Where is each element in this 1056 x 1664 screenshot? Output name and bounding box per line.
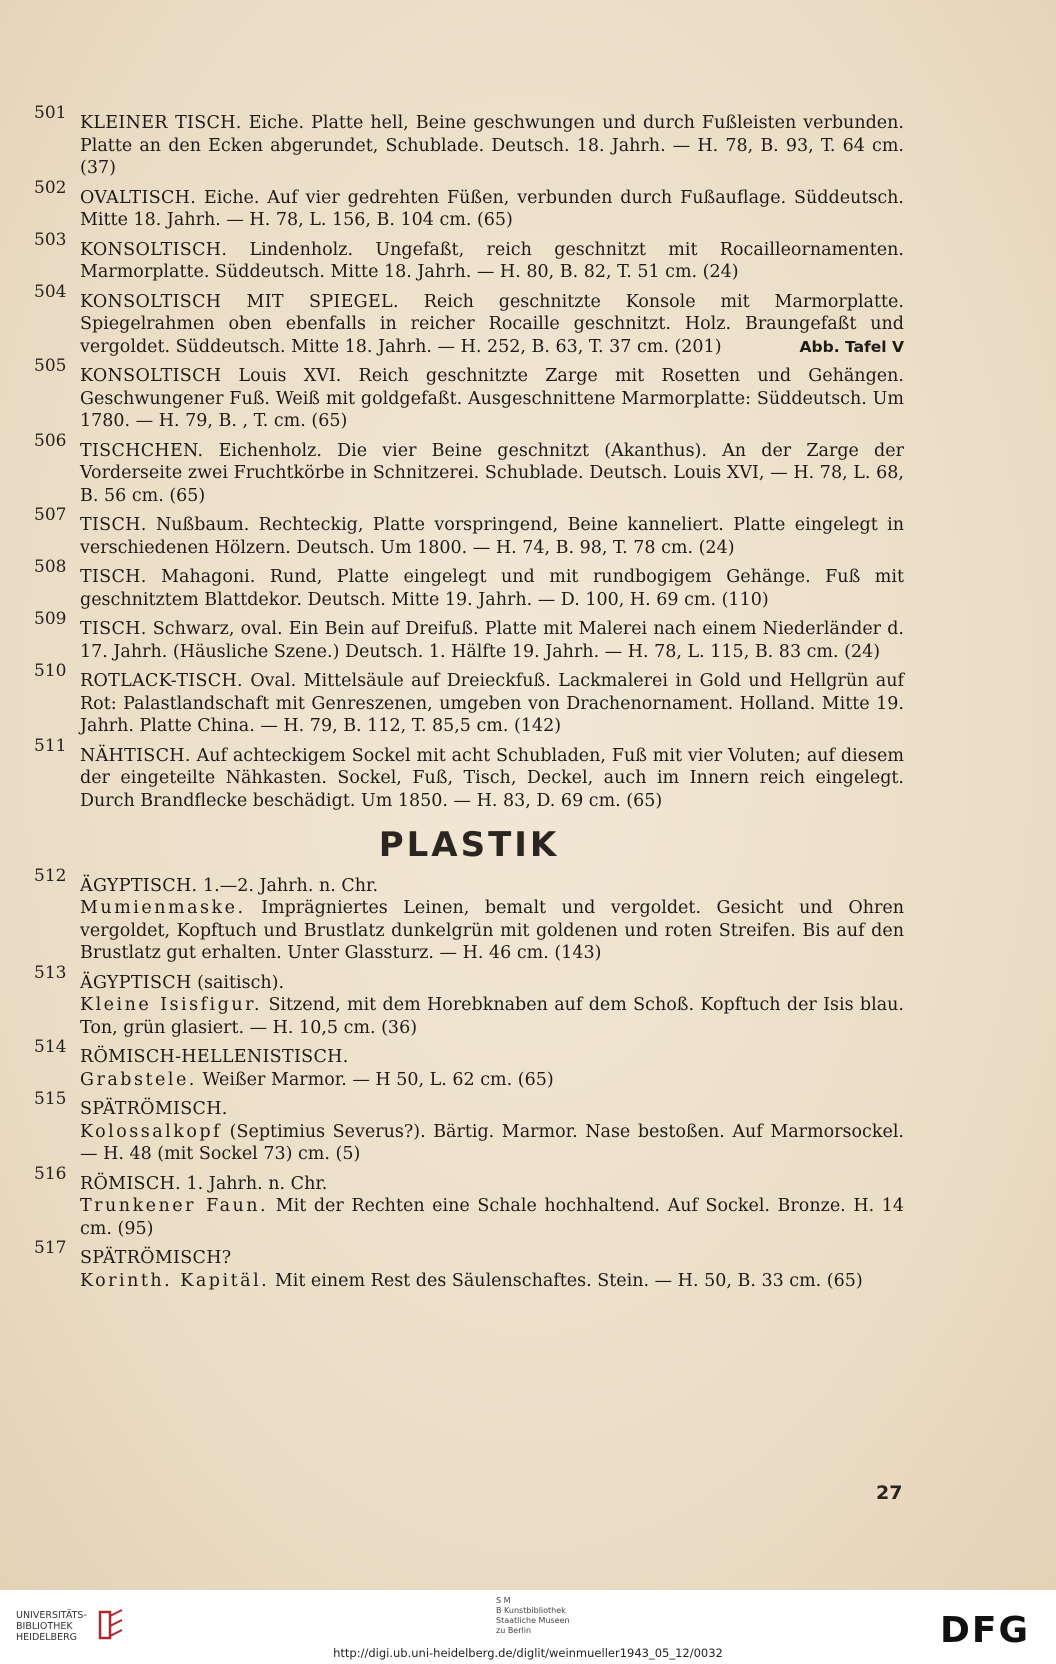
- lot-date: 1. Jahrh. n. Chr.: [186, 1173, 328, 1194]
- lot-text: Mit der Rechten eine Schale hochhaltend. Auf Sockel. Bronze. H. 14 cm. (95): [80, 1196, 904, 1239]
- plate-reference: Abb. Tafel V: [799, 337, 904, 356]
- lot-number: 511: [34, 735, 67, 756]
- dfg-logo[interactable]: DFG: [940, 1610, 1031, 1651]
- lot-text: (Septimius Severus?). Bärtig. Marmor. Nase bestoßen. Auf Marmorsockel. — H. 48 (mit Sockel 73) cm. (5): [80, 1121, 904, 1164]
- entry-508: [34, 557, 904, 611]
- entry-503: [34, 229, 904, 284]
- entry-512: [34, 865, 904, 965]
- lot-number: 505: [34, 356, 67, 376]
- lot-text: Mit einem Rest des Säulenschaftes. Stein. — H. 50, B. 33 cm. (65): [274, 1270, 863, 1291]
- lot-heading: SPÄTRÖMISCH.: [80, 1099, 228, 1119]
- entry-505: [34, 356, 904, 433]
- object-title: Trunkener Faun.: [80, 1196, 269, 1216]
- lot-heading: KONSOLTISCH: [80, 366, 222, 386]
- lot-number: 513: [34, 962, 67, 983]
- object-title: Kleine Isisfigur.: [80, 995, 263, 1015]
- viewer-footer: [0, 1590, 1056, 1664]
- lot-heading: TISCH.: [80, 515, 147, 535]
- object-title: Kolossalkopf: [80, 1121, 223, 1142]
- entry-513: [34, 962, 904, 1040]
- lot-number: 501: [34, 103, 67, 123]
- lot-number: 502: [34, 177, 67, 198]
- stamp-line: S M: [496, 1596, 511, 1605]
- section-title: PLASTIK: [378, 825, 560, 865]
- object-title: Korinth. Kapitäl.: [80, 1270, 270, 1291]
- catalog-page: [34, 103, 904, 1299]
- lot-number: 510: [34, 661, 67, 681]
- lot-text: Eiche. Auf vier gedrehten Füßen, verbunden durch Fußauflage. Süddeutsch. Mitte 18. Jahrh. — H. 78, L. 156, B. 104 cm. (65): [80, 187, 904, 230]
- lot-number: 503: [34, 229, 67, 250]
- lot-heading: TISCH.: [80, 567, 147, 587]
- entry-507: [34, 505, 904, 559]
- lot-text: Louis XVI. Reich geschnitzte Zarge mit Rosetten und Gehängen. Geschwungener Fuß. Weiß mit goldgefaßt. Ausgeschnittene Marmorplatte: Süddeutsch. Um 1780. — H. 79, B. , T. cm. (65): [80, 366, 904, 431]
- entry-502: [34, 177, 904, 232]
- entry-501: [34, 103, 904, 180]
- entry-504: [34, 281, 904, 359]
- library-name-line: HEIDELBERG: [16, 1632, 78, 1643]
- library-name-line: BIBLIOTHEK: [16, 1621, 73, 1632]
- entry-517: [34, 1238, 904, 1292]
- lot-heading: KONSOLTISCH MIT SPIEGEL.: [80, 291, 399, 312]
- lot-number: 509: [34, 609, 67, 629]
- lot-heading: ROTLACK-TISCH.: [80, 671, 243, 691]
- sculpture-entries: [34, 865, 904, 1293]
- entry-515: [34, 1089, 904, 1166]
- lot-text: Eiche. Platte hell, Beine geschwungen und durch Fußleisten verbunden. Platte an den Ecken abgerundet, Schublade. Deutsch. 18. Jahrh. — H. 78, B. 93, T. 64 cm. (37): [80, 113, 904, 178]
- lot-heading: TISCHCHEN.: [80, 440, 204, 461]
- lot-text: Schwarz, oval. Ein Bein auf Dreifuß. Platte mit Malerei nach einem Niederländer d. 17. Jahrh. (Häusliche Szene.) Deutsch. 1. Hälfte 19. Jahrh. — H. 78, L. 115, B. 83 cm. (24): [80, 619, 904, 662]
- page-number: 27: [876, 1482, 903, 1504]
- stamp-line: Staatliche Museen: [496, 1616, 570, 1625]
- lot-text: Weißer Marmor. — H 50, L. 62 cm. (65): [202, 1069, 554, 1090]
- lot-heading: KONSOLTISCH.: [80, 239, 228, 260]
- lot-text: Eichenholz. Die vier Beine geschnitzt (Akanthus). An der Zarge der Vorderseite zwei Fruchtkörbe in Schnitzerei. Schublade. Deutsch. Louis XVI, — H. 78, L. 68, B. 56 cm. (65): [80, 440, 904, 506]
- lot-heading: OVALTISCH.: [80, 187, 197, 208]
- lot-heading: RÖMISCH.: [80, 1173, 181, 1194]
- object-title: Grabstele.: [80, 1069, 197, 1090]
- lot-text: Auf achteckigem Sockel mit acht Schubladen, Fuß mit vier Voluten; auf diesem der eingeteilte Nähkasten. Sockel, Fuß, Tisch, Deckel, auch im Innern reich eingelegt. Durch Brandflecke beschädigt. Um 1850. — H. 83, D. 69 cm. (65): [80, 745, 904, 811]
- lot-date: (saitisch).: [197, 972, 285, 993]
- entry-509: [34, 609, 904, 663]
- lot-text: Oval. Mittelsäule auf Dreieckfuß. Lackmalerei in Gold und Hellgrün auf Rot: Palastlandschaft mit Genreszenen, umgeben von Drachenornament. Holland. Mitte 19. Jahrh. Platte China. — H. 79, B. 112, T. 85,5 cm. (142): [80, 671, 904, 736]
- stamp-line: B Kunstbibliothek: [496, 1606, 566, 1615]
- lot-heading: KLEINER TISCH.: [80, 113, 242, 133]
- library-name-line: UNIVERSITÄTS-: [16, 1610, 87, 1621]
- lot-heading: TISCH.: [80, 619, 147, 639]
- lot-number: 514: [34, 1037, 67, 1057]
- university-library-logo[interactable]: [16, 1610, 87, 1643]
- lot-number: 504: [34, 281, 67, 302]
- lot-heading: RÖMISCH-HELLENISTISCH.: [80, 1047, 349, 1067]
- lot-text: Reich geschnitzte Konsole mit Marmorplatte. Spiegelrahmen oben ebenfalls in reicher Rocaille geschnitzt. Holz. Braungefaßt und vergoldet. Süddeutsch. Mitte 18. Jahrh. — H. 252, B. 63, T. 37 cm. (201): [80, 291, 904, 357]
- object-title: Mumienmaske.: [80, 898, 246, 918]
- source-url-link[interactable]: http://digi.ub.uni-heidelberg.de/diglit/weinmueller1943_05_12/0032: [333, 1646, 723, 1660]
- library-emblem-icon: [96, 1608, 126, 1642]
- entry-510: [34, 661, 904, 738]
- lot-number: 507: [34, 505, 67, 525]
- lot-number: 512: [34, 865, 67, 886]
- entry-506: [34, 430, 904, 508]
- lot-number: 508: [34, 557, 67, 577]
- lot-number: 516: [34, 1163, 67, 1184]
- entry-511: [34, 735, 904, 813]
- lot-number: 517: [34, 1238, 67, 1258]
- entry-514: [34, 1037, 904, 1091]
- lot-text: Mahagoni. Rund, Platte eingelegt und mit rundbogigem Gehänge. Fuß mit geschnitztem Blattdekor. Deutsch. Mitte 19. Jahrh. — D. 100, H. 69 cm. (110): [80, 567, 904, 610]
- lot-number: 506: [34, 430, 67, 451]
- lot-heading: ÄGYPTISCH: [80, 972, 192, 993]
- lot-text: Lindenholz. Ungefaßt, reich geschnitzt mit Rocailleornamenten. Marmorplatte. Süddeutsch. Mitte 18. Jahrh. — H. 80, B. 82, T. 51 cm. (24): [80, 239, 904, 282]
- lot-heading: NÄHTISCH.: [80, 745, 191, 766]
- lot-heading: ÄGYPTISCH.: [80, 875, 198, 896]
- lot-text: Nußbaum. Rechteckig, Platte vorspringend, Beine kanneliert. Platte eingelegt in verschiedenen Hölzern. Deutsch. Um 1800. — H. 74, B. 98, T. 78 cm. (24): [80, 515, 904, 558]
- lot-text: Sitzend, mit dem Horebknaben auf dem Schoß. Kopftuch der Isis blau. Ton, grün glasiert. — H. 10,5 cm. (36): [80, 995, 904, 1038]
- lot-text: Imprägniertes Leinen, bemalt und vergoldet. Gesicht und Ohren vergoldet, Kopftuch und Brustlatz dunkelgrün mit goldenen und roten Streifen. Bis auf den Brustlatz gut erhalten. Unter Glassturz. — H. 46 cm. (143): [80, 898, 904, 963]
- stamp-line: zu Berlin: [496, 1626, 532, 1635]
- lot-heading: SPÄTRÖMISCH?: [80, 1248, 232, 1268]
- lot-date: 1.—2. Jahrh. n. Chr.: [203, 875, 379, 896]
- library-stamp: [496, 1596, 570, 1636]
- lot-number: 515: [34, 1089, 67, 1109]
- furniture-entries: [34, 103, 904, 812]
- entry-516: [34, 1163, 904, 1241]
